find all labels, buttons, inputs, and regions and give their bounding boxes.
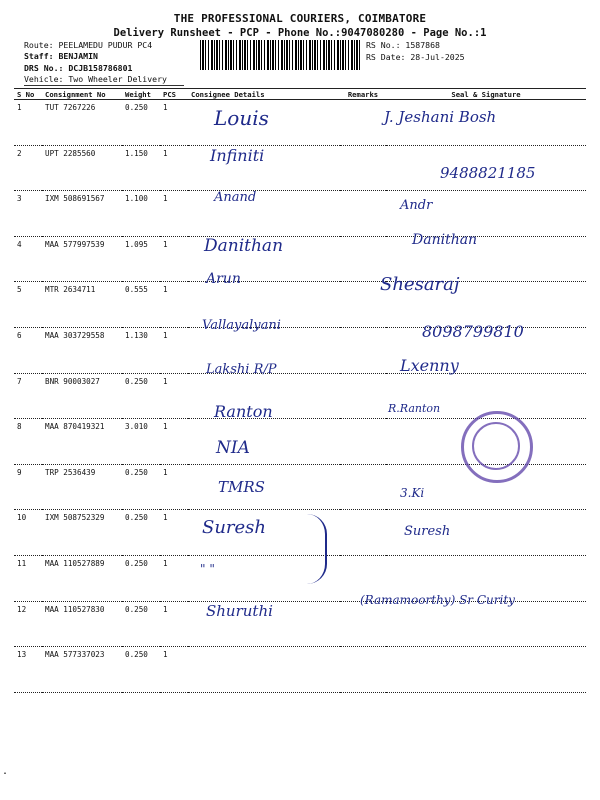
col-header-consignee: Consignee Details: [188, 89, 340, 100]
weight-cell: 1.130: [122, 327, 160, 373]
runsheet-subtitle: Delivery Runsheet - PCP - Phone No.:9047080280 - Page No.:1: [113, 27, 487, 39]
consignee-handwriting: Shuruthi: [206, 602, 273, 620]
consignment-cell: BNR 90003027: [42, 373, 122, 419]
weight-cell: 1.150: [122, 145, 160, 191]
weight-cell: 0.250: [122, 373, 160, 419]
pcs-cell: 1: [160, 145, 188, 191]
consignment-cell: IXM 508752329: [42, 510, 122, 556]
col-header-remarks: Remarks: [340, 89, 386, 100]
vehicle-text: Vehicle: Two Wheeler Delivery: [24, 74, 167, 84]
sno-cell: 7: [14, 373, 42, 419]
sno-cell: 8: [14, 419, 42, 465]
weight-cell: 1.100: [122, 191, 160, 237]
sno-cell: 13: [14, 647, 42, 693]
col-header-consignment: Consignment No: [42, 89, 122, 100]
signature-handwriting: Andr: [400, 198, 433, 213]
pcs-cell: 1: [160, 236, 188, 282]
consignee-handwriting: " ": [200, 562, 215, 576]
drs-barcode: [200, 40, 360, 70]
pcs-cell: 1: [160, 601, 188, 647]
sno-cell: 9: [14, 464, 42, 510]
company-title: THE PROFESSIONAL COURIERS, COIMBATORE: [173, 12, 427, 25]
table-header-row: [14, 89, 586, 100]
signature-handwriting: J. Jeshani Bosh: [384, 108, 497, 126]
consignment-cell: MAA 577337023: [42, 647, 122, 693]
pcs-cell: 1: [160, 555, 188, 601]
consignee-handwriting: TMRS: [218, 478, 265, 496]
sno-cell: 5: [14, 282, 42, 328]
weight-cell: 3.010: [122, 419, 160, 465]
seal-inner-ring: [472, 422, 520, 470]
signature-handwriting: Lxenny: [400, 356, 459, 375]
pcs-cell: 1: [160, 464, 188, 510]
consignee-handwriting: Vallayalyani: [202, 318, 281, 333]
sno-cell: 6: [14, 327, 42, 373]
sno-cell: 2: [14, 145, 42, 191]
consignment-cell: MAA 110527830: [42, 601, 122, 647]
staff-text: Staff: BENJAMIN: [24, 51, 98, 61]
rs-number: RS No.: 1587868: [366, 40, 440, 50]
drs-number: DRS No.: DCJB158786801: [24, 63, 133, 73]
weight-cell: 0.250: [122, 647, 160, 693]
weight-cell: 0.250: [122, 555, 160, 601]
signature-handwriting: (Ramamoorthy) Sr Curity: [360, 593, 515, 607]
col-header-pcs: PCS: [160, 89, 188, 100]
pcs-cell: 1: [160, 373, 188, 419]
consignment-cell: MTR 2634711: [42, 282, 122, 328]
sno-cell: 4: [14, 236, 42, 282]
weight-cell: 1.095: [122, 236, 160, 282]
weight-cell: 0.250: [122, 464, 160, 510]
consignment-cell: TRP 2536439: [42, 464, 122, 510]
sno-cell: 12: [14, 601, 42, 647]
consignment-cell: IXM 508691567: [42, 191, 122, 237]
col-header-signature: Seal & Signature: [386, 89, 586, 100]
table-row: [14, 100, 586, 146]
ditto-brace: [307, 514, 327, 584]
table-row: [14, 647, 586, 693]
consignment-cell: TUT 7267226: [42, 100, 122, 146]
company-seal: [461, 411, 533, 483]
table-row: [14, 282, 586, 328]
footer-mark: .: [2, 766, 9, 777]
consignment-cell: MAA 303729558: [42, 327, 122, 373]
route-text: Route: PEELAMEDU PUDUR PC4: [24, 40, 153, 50]
signature-handwriting: R.Ranton: [388, 402, 441, 415]
consignee-handwriting: Suresh: [202, 517, 267, 538]
consignment-cell: UPT 2285560: [42, 145, 122, 191]
vehicle-underline: [24, 85, 184, 86]
sno-cell: 11: [14, 555, 42, 601]
consignee-handwriting: Arun: [206, 271, 241, 287]
pcs-cell: 1: [160, 100, 188, 146]
col-header-sno: S No: [14, 89, 42, 100]
consignment-cell: MAA 110527889: [42, 555, 122, 601]
table-row: [14, 236, 586, 282]
sno-cell: 1: [14, 100, 42, 146]
consignee-handwriting: Danithan: [204, 236, 284, 256]
signature-handwriting: 3.Ki: [400, 486, 425, 500]
consignment-cell: MAA 577997539: [42, 236, 122, 282]
weight-cell: 0.250: [122, 601, 160, 647]
signature-handwriting: Suresh: [404, 524, 451, 539]
signature-handwriting: 9488821185: [440, 164, 536, 182]
pcs-cell: 1: [160, 282, 188, 328]
consignee-handwriting: Lakshi R/P: [206, 362, 277, 377]
consignment-cell: MAA 870419321: [42, 419, 122, 465]
table-row: [14, 510, 586, 556]
consignee-handwriting: Ranton: [214, 402, 273, 421]
table-row: [14, 191, 586, 237]
col-header-weight: Weight: [122, 89, 160, 100]
weight-cell: 0.250: [122, 100, 160, 146]
sno-cell: 10: [14, 510, 42, 556]
consignee-handwriting: Infiniti: [210, 146, 265, 165]
pcs-cell: 1: [160, 327, 188, 373]
signature-handwriting: Danithan: [412, 232, 478, 248]
weight-cell: 0.555: [122, 282, 160, 328]
sno-cell: 3: [14, 191, 42, 237]
signature-handwriting: Shesaraj: [380, 274, 460, 295]
pcs-cell: 1: [160, 647, 188, 693]
consignee-handwriting: Louis: [214, 106, 269, 130]
consignee-handwriting: Anand: [214, 190, 257, 205]
rs-date: RS Date: 28-Jul-2025: [366, 52, 465, 62]
pcs-cell: 1: [160, 510, 188, 556]
pcs-cell: 1: [160, 191, 188, 237]
weight-cell: 0.250: [122, 510, 160, 556]
consignee-handwriting: NIA: [216, 438, 250, 458]
signature-handwriting: 8098799810: [422, 322, 524, 341]
pcs-cell: 1: [160, 419, 188, 465]
